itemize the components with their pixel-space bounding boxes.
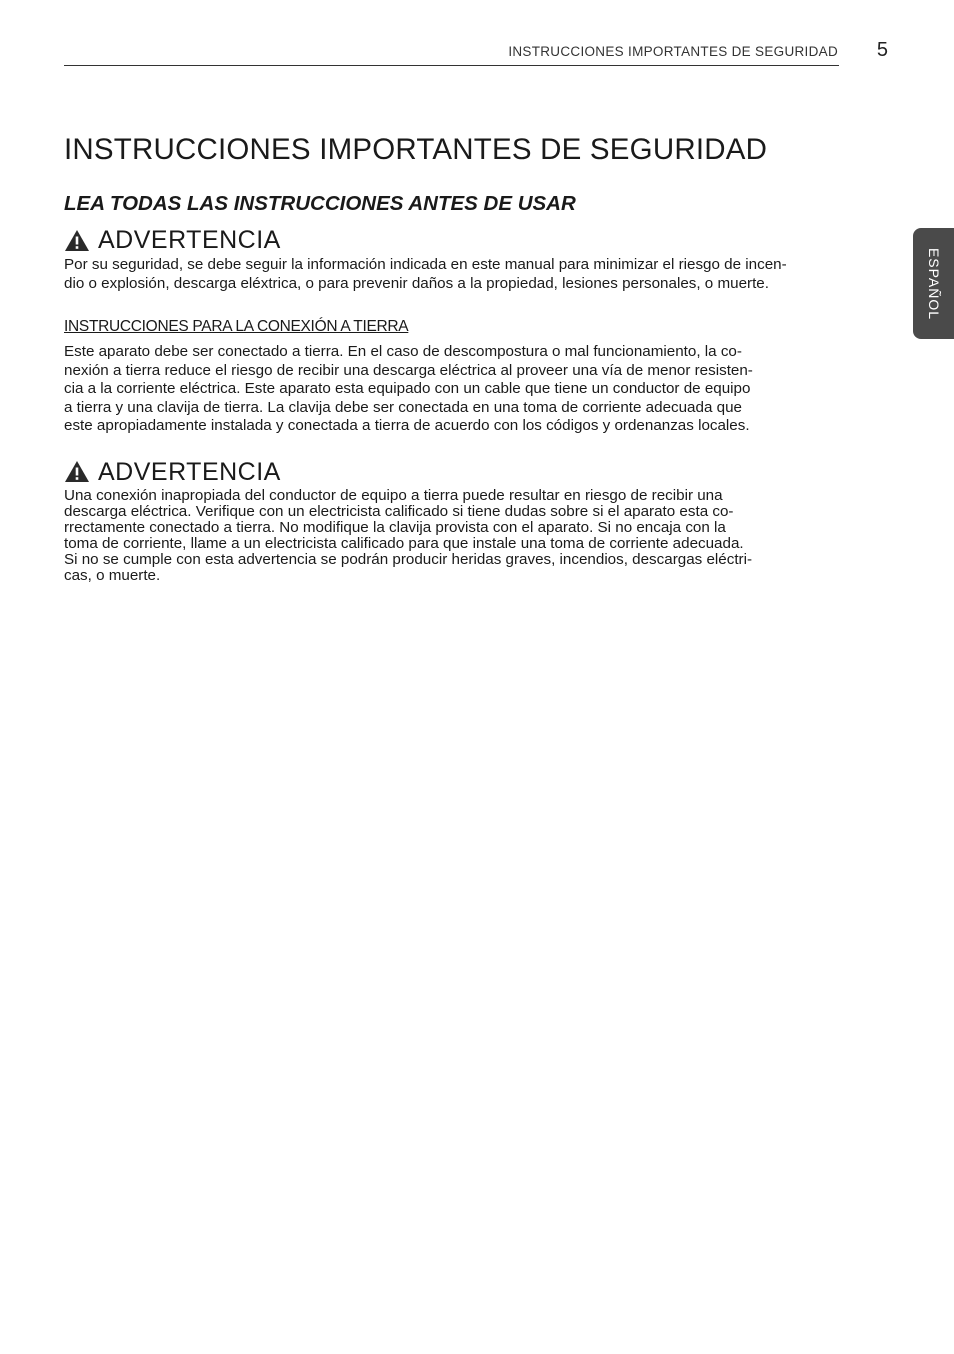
warning-text-2-line: descarga eléctrica. Verifique con un electricista calificado si tiene dudas sobre si el aparato esta co- <box>64 502 734 520</box>
language-tab-label: ESPAÑOL <box>925 247 942 320</box>
language-tab <box>913 228 954 339</box>
grounding-heading: INSTRUCCIONES PARA LA CONEXIÓN A TIERRA <box>64 318 409 335</box>
running-header <box>64 38 888 66</box>
running-header-title: INSTRUCCIONES IMPORTANTES DE SEGURIDAD <box>508 44 838 59</box>
grounding-text <box>64 343 890 436</box>
grounding-text-line: Este aparato debe ser conectado a tierra. En el caso de descompostura o mal funcionamiento, la co- <box>64 343 742 360</box>
grounding-text-line: a tierra y una clavija de tierra. La clavija debe ser conectada en una toma de corriente adecuada que <box>64 398 742 416</box>
warning-text-1 <box>64 256 890 293</box>
header-rule <box>64 65 839 66</box>
warning-text-2-line: Una conexión inapropiada del conductor de equipo a tierra puede resultar en riesgo de recibir una <box>64 486 723 504</box>
warning-text-2-line: Si no se cumple con esta advertencia se podrán producir heridas graves, incendios, descargas eléctri- <box>64 550 753 568</box>
grounding-text-line: este apropiadamente instalada y conectada a tierra de acuerdo con los códigos y ordenanzas locales. <box>64 417 750 434</box>
grounding-text-line: nexión a tierra reduce el riesgo de recibir una descarga eléctrica al proveer una vía de menor resisten- <box>64 361 753 379</box>
page-title: INSTRUCCIONES IMPORTANTES DE SEGURIDAD <box>64 133 768 166</box>
warning-label-2: ADVERTENCIA <box>98 457 281 486</box>
warning-text-2 <box>64 488 890 584</box>
page-content <box>64 130 890 584</box>
warning-triangle-icon <box>64 229 90 252</box>
warning-triangle-icon <box>64 460 90 483</box>
page-number: 5 <box>876 39 888 61</box>
warning-text-2-line: toma de corriente, llame a un electricista calificado para que instale una toma de corriente adecuada. <box>64 534 744 552</box>
warning-label-1: ADVERTENCIA <box>98 226 281 254</box>
warning-text-2-line: rrectamente conectado a tierra. No modifique la clavija provista con el aparato. Si no encaja con la <box>64 518 726 536</box>
warning-text-1-line: dio o explosión, descarga eléxtrica, o para prevenir daños a la propiedad, lesiones personales, o muerte. <box>64 274 769 292</box>
warning-heading-2 <box>64 456 890 488</box>
warning-text-1-line: Por su seguridad, se debe seguir la información indicada en este manual para minimizar el riesgo de incen- <box>64 256 787 273</box>
warning-text-2-line: cas, o muerte. <box>64 566 161 584</box>
page-subtitle: LEA TODAS LAS INSTRUCCIONES ANTES DE USAR <box>64 192 576 215</box>
grounding-text-line: cia a la corriente eléctrica. Este aparato esta equipado con un cable que tiene un conductor de equipo <box>64 380 751 397</box>
warning-heading-1 <box>64 224 890 256</box>
